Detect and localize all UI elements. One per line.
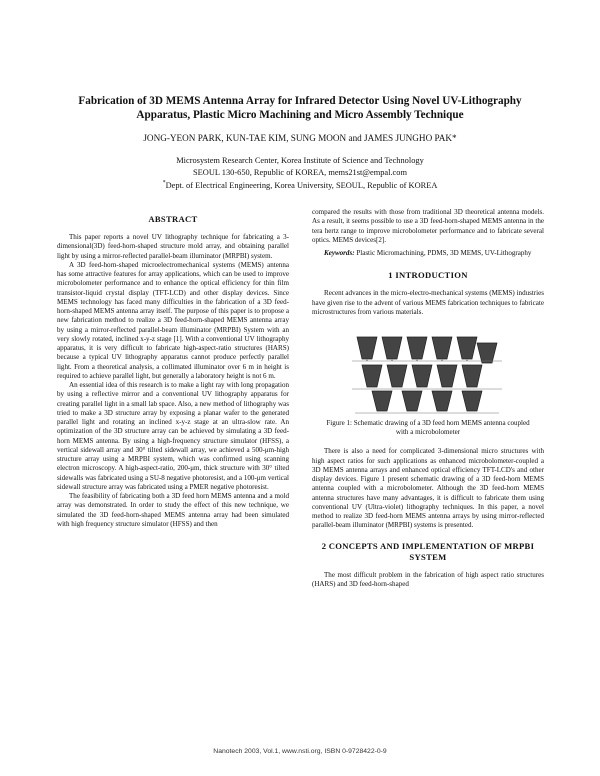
body-paragraph: This paper reports a novel UV lithography technique for fabricating a 3-dimensional(3D) feed-horn-shaped structure mold array, and obtaining parallel light by using a mirror-reflected parallel-beam illuminator (MRPBI) system. xyxy=(57,233,289,260)
concepts-heading: 2 CONCEPTS AND IMPLEMENTATION OF MRPBI SYSTEM xyxy=(321,540,535,562)
abstract-heading: ABSTRACT xyxy=(148,214,198,224)
body-paragraph: Recent advances in the micro-electro-mechanical systems (MEMS) industries have given rise to the advent of various MEMS fabrication techniques to fabricate microstructures from various materials. xyxy=(312,289,544,316)
right-column xyxy=(312,208,544,589)
affiliation-line: Microsystem Research Center, Korea Institute of Science and Technology xyxy=(176,156,424,165)
body-paragraph: There is also a need for complicated 3-dimensional micro structures with high aspect ratios for such applications as enhanced microbolometer-coupled a 3D MEMS antenna arrays and enhanced optical efficiency TFT-LCD's and other display devices. Figure 1 present schematic drawing of a 3D feed-horn MEMS antenna coupled with a microbolometer. Although the 3D feed-horn MEMS antenna structures have many advantages, it is difficult to fabricate them using conventional UV (Ultra-violet) lithography techniques. In this paper, a novel method to realize 3D feed-horn MEMS antenna arrays by using mirror-reflected parallel-beam illuminator (MRPBI) systems is presented. xyxy=(312,447,544,530)
body-paragraph: The feasibility of fabricating both a 3D feed horn MEMS antenna and a mold array was demonstrated. In order to study the effect of this new technique, we simulated the 3D feed-horn-shaped MEMS antenna array had been simulated with high frequency structure simulator (HFSS) and then xyxy=(57,492,289,528)
affiliation-line: SEOUL 130-650, Republic of KOREA, mems21st@empal.com xyxy=(193,167,407,177)
affiliation-text: Dept. of Electrical Engineering, Korea University, SEOUL, Republic of KOREA xyxy=(165,180,438,190)
affiliation-line xyxy=(70,178,530,191)
keywords-text: Plastic Micromachining, PDMS, 3D MEMS, UV-Lithography xyxy=(356,249,532,257)
body-paragraph: compared the results with those from traditional 3D theoretical antenna models. As a result, it seems possible to use a 3D feed-horn-shaped MEMS antenna in the tera hertz range to improve microbolometer performance and to fabricate several optics. MEMS devices[2]. xyxy=(312,208,544,244)
introduction-heading: 1 INTRODUCTION xyxy=(388,270,468,281)
body-paragraph: A 3D feed-horn-shaped microelectromechanical systems (MEMS) antenna has some attractive features for array applications, which can be used to improve microbolometer performance and to enhance the optical efficiency for thin film transistor-liquid crystal display (TFT-LCD) and other display devices. Since MEMS technology has faced many difficulties in the fabrication of a 3D feed-horn-shaped MEMS antenna array itself. The purpose of this paper is to propose a new fabrication method to realize a 3D feed-horn-shaped MEMS antenna array by using a mirror-reflected parallel-beam illuminator (MRPBI) System with an very slowly rotated, inclined x-y-z stage [1]. With a conventional UV lithography apparatus, it is very difficult to fabricate high-aspect-ratio structures (HARS) because a typical UV lithography apparatus cannot produce perfectly parallel light. From a theoretical analysis, a collimated illuminator over 6 m in height is required to achieve parallel light, but generally a laboratory height is not 6 m. xyxy=(57,260,289,380)
page-footer: Nanotech 2003, Vol.1, www.nsti.org, ISBN 0-9728422-0-9 xyxy=(213,748,387,755)
figure-caption: Figure 1: Schematic drawing of a 3D feed horn MEMS antenna coupled with a microbolometer xyxy=(326,419,530,437)
author-list: JONG-YEON PARK, KUN-TAE KIM, SUNG MOON and JAMES JUNGHO PAK* xyxy=(143,133,457,143)
body-paragraph: An essential idea of this research is to make a light ray with long propagation by using a reflective mirror and a conventional UV lithography apparatus for creating parallel light in a small lab space. Also, a new method of lithography was tried to make a 3D structure array by exposing a planar wafer to the generated parallel light and rotating an inclined x-y-z stage at an ultra-slow rate. An optimization of the 3D structure array can be achieved by simulating a 3D feed-horn MEMS antenna. By using a high-frequency structure simulator (HFSS), a vertical sidewall array and 30° tilted sidewall array, we achieved a 500-μm-high structure array using a MRPBI system, which was confirmed using scanning electron microscopy. A high-aspect-ratio, 200-μm, thick structure with 30° tilted sidewalls was fabricated using a SU-8 negative photoresist, and a 100-μm vertical sidewall structure array was fabricated using a PMER negative photoresist. xyxy=(57,381,289,491)
feed-horn-array-diagram xyxy=(352,329,502,415)
keywords xyxy=(312,249,544,258)
figure-1 xyxy=(312,329,544,415)
affiliations xyxy=(70,155,530,191)
keywords-label: Keywords: xyxy=(324,249,355,257)
body-paragraph: The most difficult problem in the fabrication of high aspect ratio structures (HARS) and 3D feed-horn-shaped xyxy=(312,570,544,588)
paper-title: Fabrication of 3D MEMS Antenna Array for Infrared Detector Using Novel UV-Lithography Apparatus, Plastic Micro Machining and Micro Assembly Technique xyxy=(78,95,522,121)
left-column xyxy=(57,208,289,529)
affiliation-mark: * xyxy=(162,180,166,186)
